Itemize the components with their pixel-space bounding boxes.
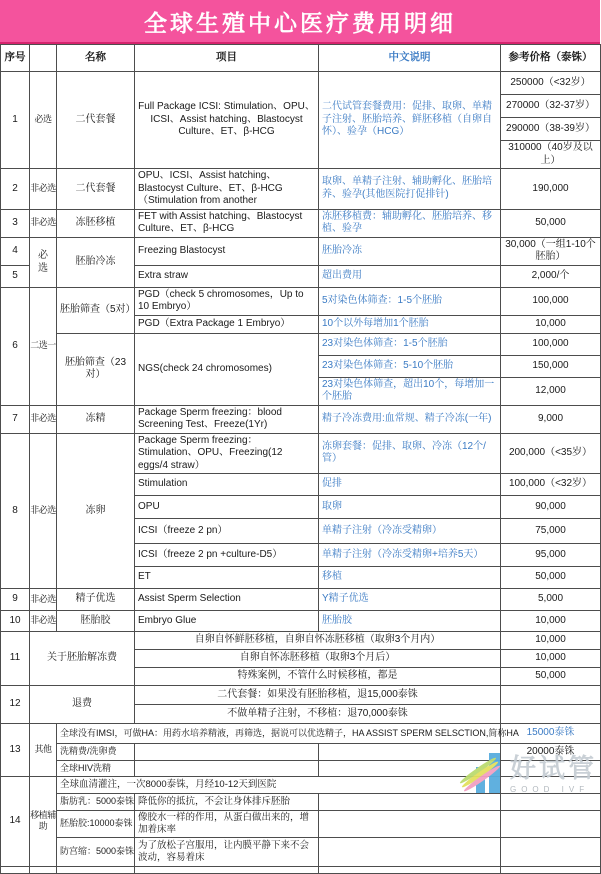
desc-cn: 23对染色体筛查：5-10个胚胎 [319,355,501,377]
project-en: PGD（check 5 chromosomes，Up to 10 Embryo） [135,287,319,315]
price: 310000（40岁及以上） [501,141,601,169]
project-en: Extra straw [135,265,319,287]
row-number: 3 [1,209,30,237]
desc-cn [319,811,501,838]
project-en: PGD（Extra Package 1 Embryo） [135,315,319,333]
project-en: ET [135,567,319,589]
price: 20000泰铢 [501,744,601,761]
price: 95,000 [501,544,601,567]
row-number: 8 [1,433,30,589]
item-name: 二代套餐 [57,72,135,169]
price [501,811,601,838]
watermark-brand-sub: GOOD IVF [509,785,590,794]
item-name: 冻胚移植 [57,209,135,237]
project-en: ICSI（freeze 2 pn +culture-D5） [135,544,319,567]
price: 75,000 [501,519,601,544]
select-type: 非必选 [30,589,57,611]
row-number: 1 [1,72,30,169]
price: 9,000 [501,405,601,433]
item-name: 胚胎胶:10000泰铢 [57,811,135,838]
item-name: 脂肪乳：5000泰铢 [57,794,135,811]
price [501,794,601,811]
project-note: 为了放松子宫服用，让内膜平静下来不会波动，容易着床 [135,837,319,866]
price: 90,000 [501,496,601,519]
row-number: 11 [1,632,30,686]
row-number: 13 [1,724,30,777]
select-type: 非必选 [30,169,57,210]
select-type: 非必选 [30,611,57,632]
item-name [57,866,135,873]
price: 5,000 [501,589,601,611]
row-number: 5 [1,265,30,287]
row-number [1,866,30,873]
item-name: 二代套餐 [57,169,135,210]
desc-cn: 胚胎胶 [319,611,501,632]
price: 290000（38-39岁） [501,118,601,141]
desc-cn: 促排 [319,474,501,496]
price: 270000（32-37岁） [501,95,601,118]
select-type: 非必选 [30,209,57,237]
project-en: Freezing Blastocyst [135,237,319,265]
col-header-desc: 中文说明 [319,45,501,72]
item-name: 胚胎胶 [57,611,135,632]
desc-cn: 23对染色体筛查：1-5个胚胎 [319,333,501,355]
col-header-name: 名称 [57,45,135,72]
item-name: 全球HIV洗精 [57,761,135,777]
desc-cn [319,837,501,866]
col-header-price: 参考价格（泰铢） [501,45,601,72]
section-label: 移植辅助 [30,777,57,867]
note-text: 自卵自怀冻胚移植（取卵3个月后） [135,650,501,668]
item-name: 胚胎筛查（23对） [57,333,135,405]
price: 50,000 [501,567,601,589]
desc-cn: 10个以外每增加1个胚胎 [319,315,501,333]
project-en: OPU [135,496,319,519]
project-en: Assist Sperm Selection [135,589,319,611]
note-text: 全球血清灌注，一次8000泰铢，月经10-12天到医院 [57,777,501,794]
desc-cn: 冻卵套餐：促排、取卵、冷冻（12个/管） [319,433,501,474]
desc-cn: 冻胚移植费：辅助孵化、胚胎培养、移植、验孕 [319,209,501,237]
desc-cn: 5对染色体筛查：1-5个胚胎 [319,287,501,315]
price [501,866,601,873]
row-number: 7 [1,405,30,433]
project-en: NGS(check 24 chromosomes) [135,333,319,405]
project-en: Stimulation [135,474,319,496]
col-header-project: 项目 [135,45,319,72]
section-label: 其他 [30,724,57,777]
row-number: 4 [1,237,30,265]
price: 10,000 [501,611,601,632]
price: 15000泰铢 [501,724,601,744]
desc-cn: 二代试管套餐费用：促排、取卵、单精子注射、胚胎培养、鲜胚移植（自卵自怀）、验孕（HCG） [319,72,501,169]
price: 10,000 [501,632,601,650]
project-en: Package Sperm freezing：Stimulation、OPU、Freezing(12 eggs/4 straw） [135,433,319,474]
desc-cn [319,794,501,811]
item-name: 胚胎冷冻 [57,237,135,287]
item-name: 洗精费/洗卵费 [57,744,135,761]
row-number: 10 [1,611,30,632]
watermark-brand-name: 好试管 [509,754,597,783]
section-label: 关于胚胎解冻费 [30,632,135,686]
row-number: 14 [1,777,30,867]
select-type: 二选一 [30,287,57,405]
price: 30,000（一组1-10个胚胎） [501,237,601,265]
desc-cn: 精子冷冻费用:血常规、精子冷冻(一年) [319,405,501,433]
note-text: 不做单精子注射，不移植：退70,000泰铢 [135,705,501,724]
price: 100,000 [501,287,601,315]
price: 50,000 [501,668,601,686]
select-type: 非必选 [30,405,57,433]
price: 200,000（<35岁） [501,433,601,474]
note-text: 全球没有IMSI，可做HA：用药水培养精液，再筛选，据说可以优选精子，HA ASSIST SPERM SELSCTION,简称HA [57,724,501,744]
desc-cn: 取卵 [319,496,501,519]
price: 250000（<32岁） [501,72,601,95]
project-en [135,761,319,777]
watermark-text [510,756,597,796]
row-number: 12 [1,686,30,724]
select-type: 必选 [30,237,57,287]
project-en: OPU、ICSI、Assist hatching、Blastocyst Culture、ET、β-HCG（Stimulation from another [135,169,319,210]
select-type: 非必选 [30,433,57,589]
project-en [135,744,319,761]
desc-cn: 胚胎冷冻 [319,237,501,265]
row-number: 2 [1,169,30,210]
price [501,705,601,724]
desc-cn: 单精子注射（冷冻受精卵） [319,519,501,544]
price: 100,000 [501,333,601,355]
note-text: 自卵自怀鲜胚移植，自卵自怀冻胚移植（取卵3个月内） [135,632,501,650]
project-en: FET with Assist hatching、Blastocyst Culture、ET、β-HCG [135,209,319,237]
price: 50,000 [501,209,601,237]
item-name: 冻精 [57,405,135,433]
desc-cn: 单精子注射（冷冻受精卵+培养5天） [319,544,501,567]
section-label: 退费 [30,686,135,724]
col-header-select [30,45,57,72]
row-number: 6 [1,287,30,405]
price [501,686,601,705]
item-name: 冻卵 [57,433,135,589]
project-en: Embryo Glue [135,611,319,632]
desc-cn: 取卵、单精子注射、辅助孵化、胚胎培养、验孕(其他医院打促排针) [319,169,501,210]
price [501,837,601,866]
logo-swoosh-icon [458,762,504,788]
good-ivf-watermark [470,752,597,796]
note-text: 特殊案例，不管什么时候移植，都是 [135,668,501,686]
project-en [135,866,319,873]
item-name: 胚胎筛查（5对） [57,287,135,333]
price: 190,000 [501,169,601,210]
price: 100,000（<32岁） [501,474,601,496]
select-type: 必选 [30,72,57,169]
select-type [30,866,57,873]
desc-cn: 23对染色体筛查，超出10个，每增加一个胚胎 [319,377,501,405]
item-name: 防宫缩：5000泰铢 [57,837,135,866]
project-en: Full Package ICSI: Stimulation、OPU、ICSI、Assist hatching、Blastocyst Culture、ET、β-HCG [135,72,319,169]
desc-cn: 超出费用 [319,265,501,287]
project-note: 降低你的抵抗，不会让身体排斥胚胎 [135,794,319,811]
col-header-no: 序号 [1,45,30,72]
project-note: 像胶水一样的作用，从蛋白做出来的，增加着床率 [135,811,319,838]
price: 12,000 [501,377,601,405]
price: 2,000/个 [501,265,601,287]
desc-cn: Y精子优选 [319,589,501,611]
desc-cn: 移植 [319,567,501,589]
price: 10,000 [501,650,601,668]
price: 150,000 [501,355,601,377]
desc-cn [319,866,501,873]
page-title: 全球生殖中心医疗费用明细 [0,0,600,44]
project-en: Package Sperm freezing：blood Screening Test、Freeze(1Yr) [135,405,319,433]
row-number: 9 [1,589,30,611]
project-en: ICSI（freeze 2 pn） [135,519,319,544]
price: 10,000 [501,315,601,333]
note-text: 二代套餐：如果没有胚胎移植，退15,000泰铢 [135,686,501,705]
item-name: 精子优选 [57,589,135,611]
fee-table [0,44,601,874]
good-ivf-logo-icon [470,752,504,796]
